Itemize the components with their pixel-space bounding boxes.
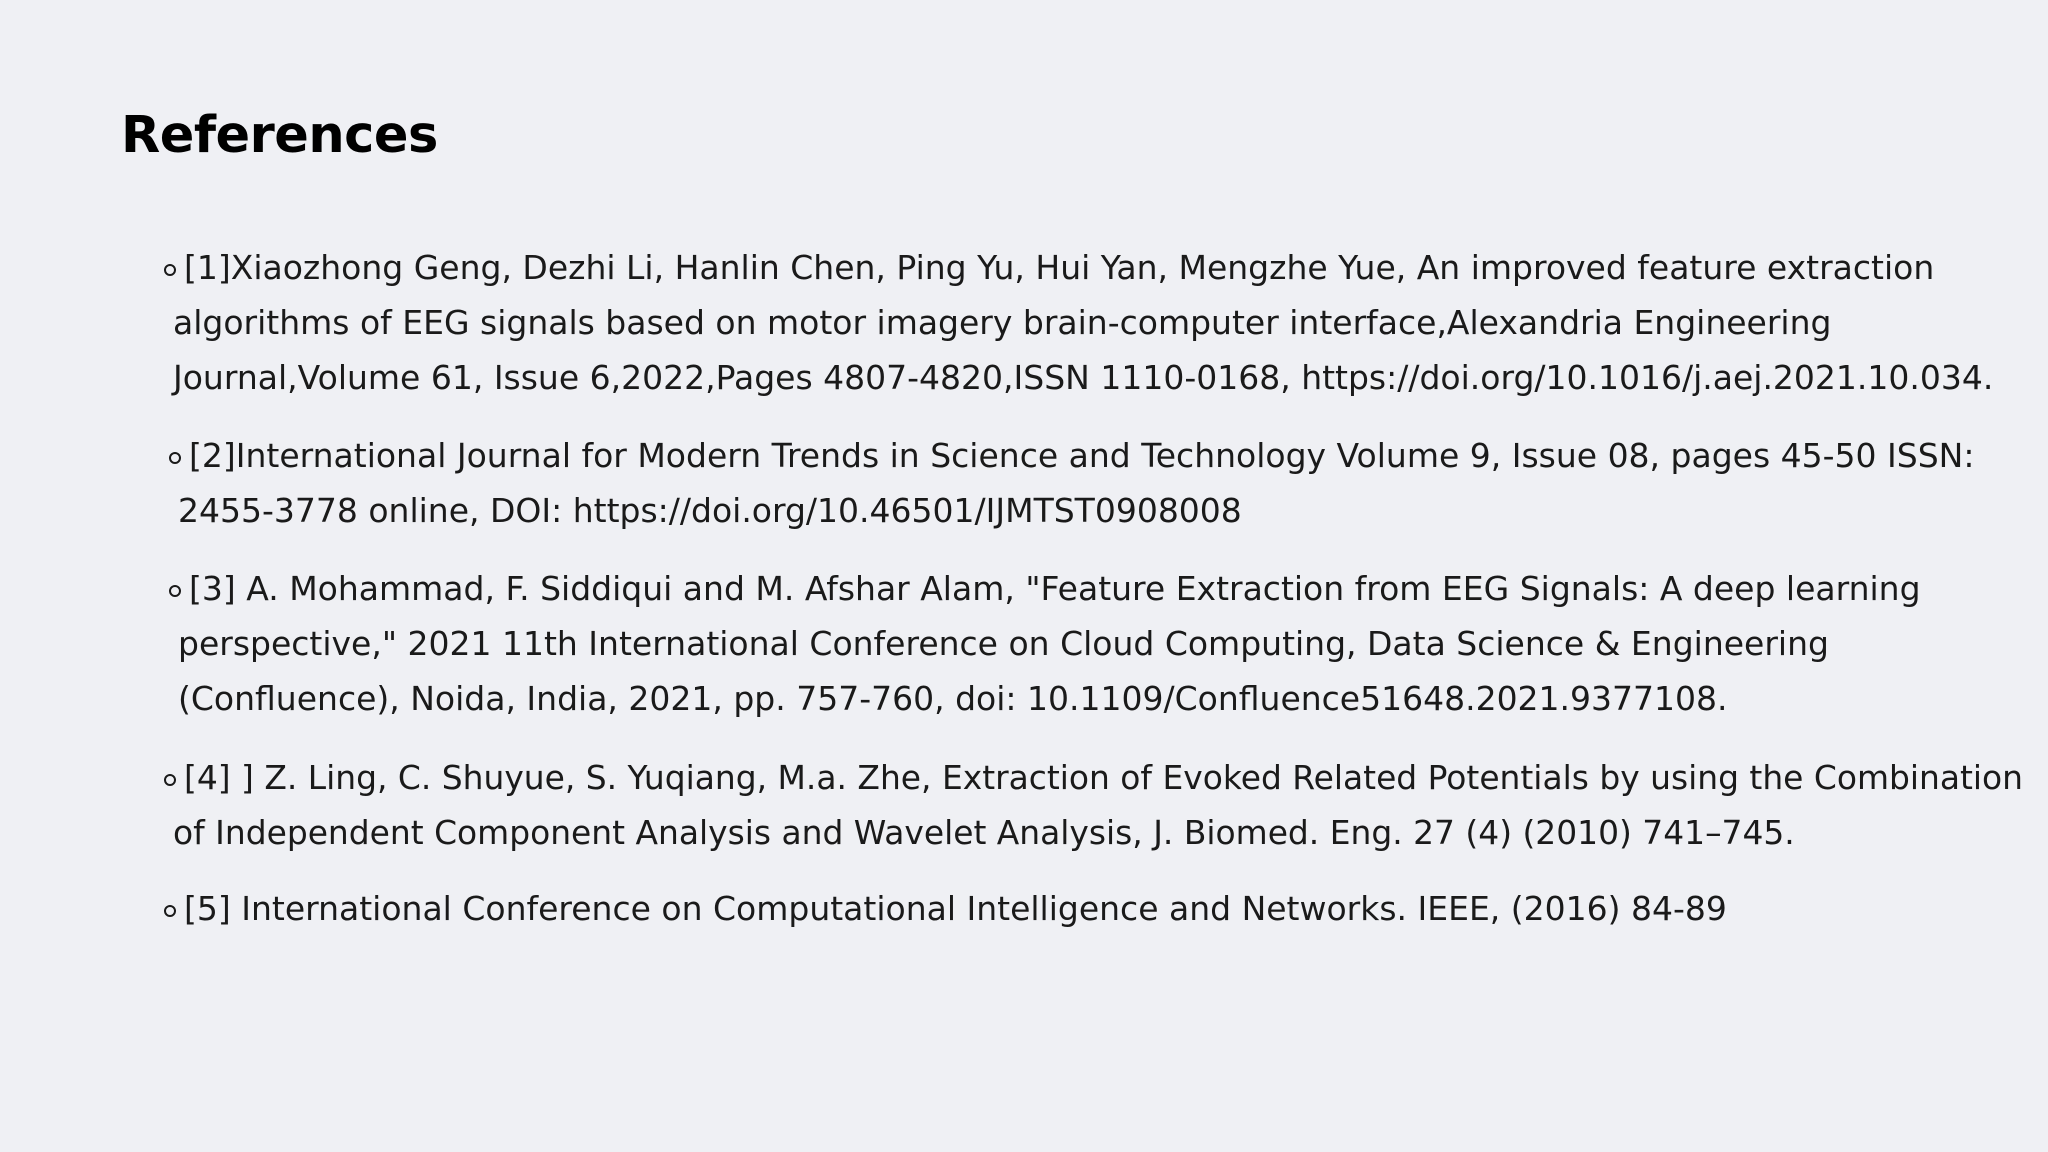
reference-line: [1]Xiaozhong Geng, Dezhi Li, Hanlin Chen, Ping Yu, Hui Yan, Mengzhe Yue, An improved feature extraction (184, 248, 1935, 287)
reference-line: [4] ] Z. Ling, C. Shuyue, S. Yuqiang, M.a. Zhe, Extraction of Evoked Related Potentials by using the Combination (184, 758, 2023, 797)
hollow-circle-bullet-icon (164, 905, 176, 917)
reference-line: of Independent Component Analysis and Wavelet Analysis, J. Biomed. Eng. 27 (4) (2010) 741–745. (173, 813, 1795, 852)
hollow-circle-bullet-icon (169, 452, 181, 464)
reference-line: (Confluence), Noida, India, 2021, pp. 757-760, doi: 10.1109/Confluence51648.2021.9377108. (178, 679, 1728, 718)
reference-line: 2455-3778 online, DOI: https://doi.org/10.46501/IJMTST0908008 (178, 491, 1242, 530)
reference-item-3 (178, 561, 1921, 726)
reference-line: [2]International Journal for Modern Trends in Science and Technology Volume 9, Issue 08, pages 45-50 ISSN: (189, 436, 1975, 475)
hollow-circle-bullet-icon (164, 774, 176, 786)
reference-line: algorithms of EEG signals based on motor imagery brain-computer interface,Alexandria Engineering (173, 303, 1832, 342)
hollow-circle-bullet-icon (164, 264, 176, 276)
reference-line: [3] A. Mohammad, F. Siddiqui and M. Afshar Alam, "Feature Extraction from EEG Signals: A deep learning (189, 569, 1921, 608)
reference-item-4 (173, 750, 2023, 860)
page-title: References (121, 106, 438, 165)
reference-line: [5] International Conference on Computational Intelligence and Networks. IEEE, (2016) 84-89 (184, 889, 1727, 928)
hollow-circle-bullet-icon (169, 585, 181, 597)
reference-item-2 (178, 428, 1974, 538)
reference-line: Journal,Volume 61, Issue 6,2022,Pages 4807-4820,ISSN 1110-0168, https://doi.org/10.1016/j.aej.2021.10.034. (173, 358, 1994, 397)
reference-item-1 (173, 240, 1993, 405)
reference-item-5 (173, 881, 1727, 936)
reference-line: perspective," 2021 11th International Conference on Cloud Computing, Data Science & Engineering (178, 624, 1829, 663)
